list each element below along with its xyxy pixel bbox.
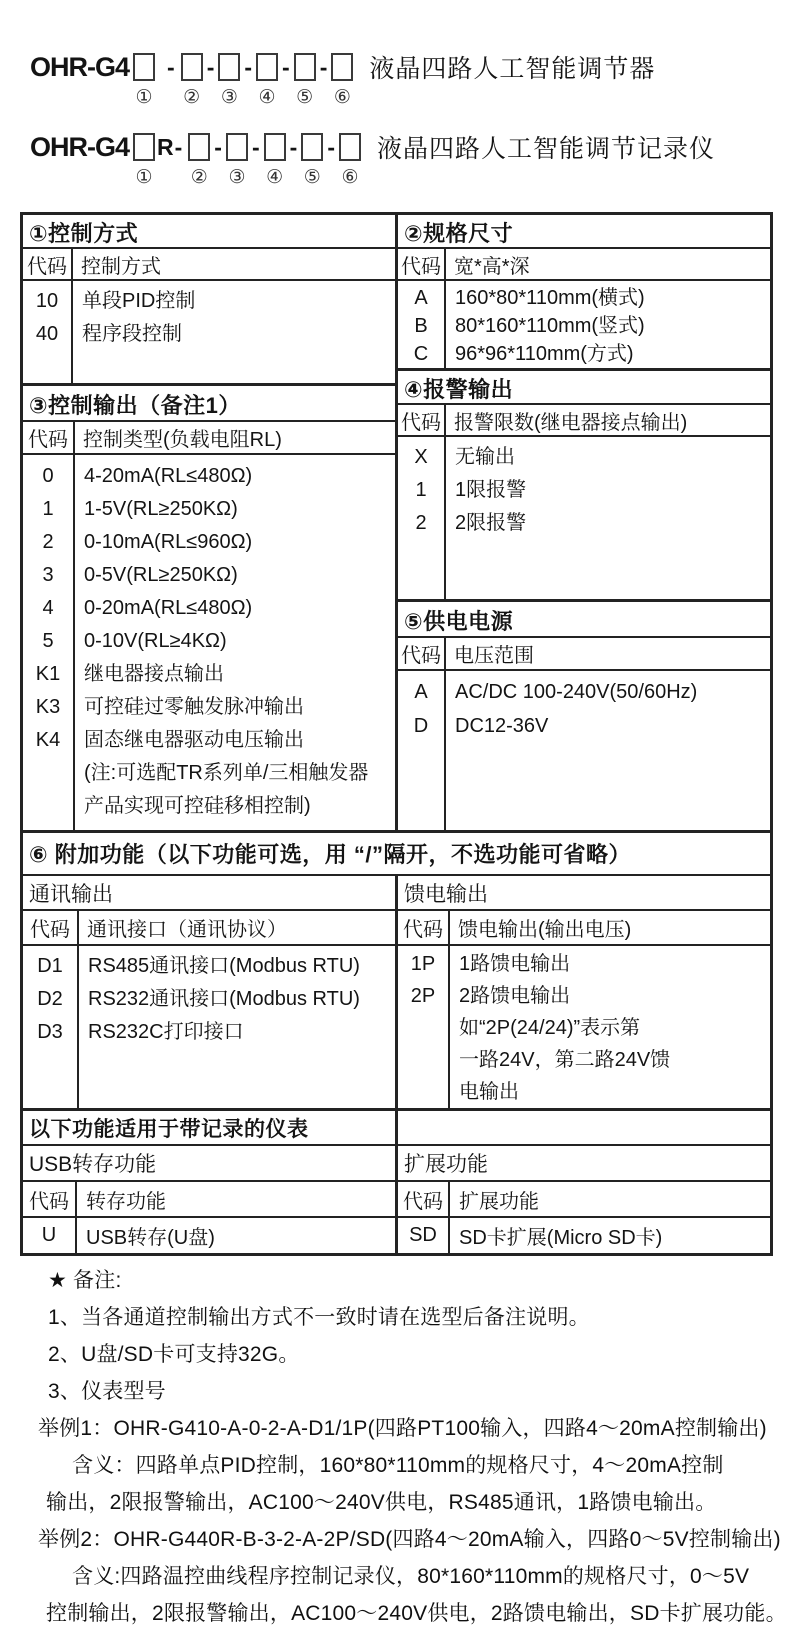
position-number-5: ⑤ xyxy=(296,87,314,108)
remarks-header: ★ 备注: xyxy=(48,1269,122,1292)
code-value: 2 xyxy=(415,512,427,534)
remark-item-1: 1、当各通道控制输出方式不一致时请在选型后备注说明。 xyxy=(48,1306,590,1329)
model-slot-6 xyxy=(331,53,353,108)
comm-output-column xyxy=(23,876,398,1108)
desc-column-header: 转存功能 xyxy=(86,1190,166,1213)
code-value: A xyxy=(414,681,428,703)
option-label: 0-20mA(RL≤480Ω) xyxy=(84,597,253,619)
model-slot-6 xyxy=(339,133,361,188)
position-number-4: ④ xyxy=(266,167,284,188)
code-box xyxy=(339,133,361,161)
code-value: C xyxy=(413,343,429,365)
model-prefix: OHR-G4 xyxy=(30,51,130,82)
option-label: 96*96*110mm(方式) xyxy=(455,343,634,365)
selection-table xyxy=(20,212,773,1256)
remark-item-2: 2、U盘/SD卡可支持32G。 xyxy=(48,1343,300,1366)
code-value xyxy=(398,1044,448,1076)
record-functions-banner: 以下功能适用于带记录的仪表 xyxy=(23,1111,398,1144)
option-label: RS485通讯接口(Modbus RTU) xyxy=(88,955,360,977)
model-joiner: - xyxy=(214,133,222,160)
code-box xyxy=(226,133,248,161)
option-list xyxy=(450,946,770,1108)
empty-cell xyxy=(398,1111,770,1144)
code-list xyxy=(23,281,73,383)
model-slot-4 xyxy=(256,53,278,108)
code-column-header: 代码 xyxy=(398,638,446,669)
column-headers xyxy=(23,911,395,946)
position-number-6: ⑥ xyxy=(333,87,351,108)
section-title: ③控制输出（备注1） xyxy=(23,386,395,422)
option-label: 继电器接点输出 xyxy=(84,663,224,685)
code-value: K3 xyxy=(35,696,61,718)
code-list xyxy=(398,946,450,1108)
code-value: 1 xyxy=(42,498,54,520)
model-joiner: - xyxy=(167,53,175,80)
option-list xyxy=(446,671,770,830)
code-box xyxy=(218,53,240,81)
code-value xyxy=(398,1076,448,1108)
code-value: D xyxy=(413,715,429,737)
section-additional-functions-title: ⑥ 附加功能（以下功能可选，用 “/”隔开，不选功能可省略） xyxy=(23,830,770,876)
model-description: 液晶四路人工智能调节器 xyxy=(369,55,656,83)
code-column-header: 代码 xyxy=(398,1182,450,1216)
model-line-regulator xyxy=(30,46,775,126)
option-label: 4-20mA(RL≤480Ω) xyxy=(84,465,253,487)
option-label: 可控硅过零触发脉冲输出 xyxy=(84,696,304,718)
comm-output-title: 通讯输出 xyxy=(23,876,395,911)
model-joiner: - xyxy=(282,53,290,80)
code-value: D2 xyxy=(37,988,63,1010)
column-headers xyxy=(398,249,770,281)
position-number-6: ⑥ xyxy=(341,167,359,188)
code-column-header: 代码 xyxy=(23,911,79,944)
usb-headers xyxy=(23,1182,398,1216)
option-label: 程序段控制 xyxy=(82,323,182,345)
code-value: SD xyxy=(398,1218,450,1253)
column-headers xyxy=(23,422,395,455)
remarks-section xyxy=(0,1262,790,1632)
code-value: U xyxy=(23,1218,77,1253)
code-box xyxy=(301,133,323,161)
usb-ext-header-row xyxy=(23,1180,770,1216)
desc-column-header: 馈电输出(输出电压) xyxy=(458,919,632,941)
code-box xyxy=(188,133,210,161)
code-list xyxy=(23,455,75,830)
desc-column-header: 控制类型(负载电阻RL) xyxy=(83,429,282,451)
section-title: ①控制方式 xyxy=(23,215,395,249)
feed-output-title: 馈电输出 xyxy=(398,876,770,911)
section-control-output xyxy=(23,383,395,830)
code-box xyxy=(331,53,353,81)
section-title: ②规格尺寸 xyxy=(398,215,770,249)
example-1-meaning: 含义：四路单点PID控制，160*80*110mm的规格尺寸，4～20mA控制 xyxy=(72,1454,724,1477)
model-joiner: - xyxy=(289,133,298,160)
code-value: 3 xyxy=(42,564,54,586)
option-note: 电输出 xyxy=(459,1081,519,1103)
option-list xyxy=(446,281,770,368)
option-label: RS232C打印接口 xyxy=(88,1021,244,1043)
column-headers xyxy=(398,405,770,437)
code-column-header: 代码 xyxy=(398,405,446,435)
model-slot-2 xyxy=(188,133,210,188)
option-label: 0-10mA(RL≤960Ω) xyxy=(84,531,253,553)
option-label: 单段PID控制 xyxy=(82,290,196,312)
example-2-model: 举例2：OHR-G440R-B-3-2-A-2P/SD(四路4～20mA输入，四路0～5V控制输出) xyxy=(38,1528,781,1551)
section-data xyxy=(23,281,395,383)
section-data xyxy=(398,437,770,599)
position-number-1: ① xyxy=(135,87,153,108)
usb-function-title: USB转存功能 xyxy=(23,1146,398,1180)
code-value: 0 xyxy=(42,465,54,487)
example-1-model: 举例1：OHR-G410-A-0-2-A-D1/1P(四路PT100输入，四路4～20mA控制输出) xyxy=(38,1417,767,1440)
model-slot-5 xyxy=(301,133,323,188)
desc-column-header: 扩展功能 xyxy=(459,1190,539,1213)
option-note: 产品实现可控硅移相控制) xyxy=(84,795,311,817)
option-list xyxy=(446,437,770,599)
position-number-5: ⑤ xyxy=(303,167,321,188)
option-label: 160*80*110mm(横式) xyxy=(455,287,645,309)
model-joiner: - xyxy=(319,53,328,80)
option-note: 一路24V，第二路24V馈 xyxy=(459,1049,671,1071)
code-column-header: 代码 xyxy=(23,1182,77,1216)
code-value xyxy=(23,790,73,823)
position-number-3: ③ xyxy=(220,87,238,108)
example-1-meaning-cont: 输出，2限报警输出，AC100～240V供电，RS485通讯，1路馈电输出。 xyxy=(46,1491,717,1514)
section-data xyxy=(398,671,770,830)
code-box xyxy=(264,133,286,161)
position-number-2: ② xyxy=(183,87,201,108)
code-value: 4 xyxy=(42,597,54,619)
model-joiner: R- xyxy=(157,133,184,160)
usb-ext-data-row xyxy=(23,1216,770,1253)
code-value: 1 xyxy=(415,479,427,501)
example-2-meaning: 含义:四路温控曲线程序控制记录仪，80*160*110mm的规格尺寸，0～5V xyxy=(72,1565,750,1588)
code-column-header: 代码 xyxy=(23,422,75,453)
code-value: 5 xyxy=(42,630,54,652)
position-number-3: ③ xyxy=(228,167,246,188)
code-value: 40 xyxy=(35,323,59,345)
model-prefix: OHR-G4 xyxy=(30,131,130,162)
desc-column-header: 电压范围 xyxy=(454,645,534,667)
option-list xyxy=(75,455,395,830)
code-value: 10 xyxy=(35,290,59,312)
model-slot-1 xyxy=(133,133,155,188)
code-list xyxy=(23,946,79,1108)
section-title: ⑤供电电源 xyxy=(398,602,770,638)
model-joiner: - xyxy=(206,53,215,80)
option-label: 无输出 xyxy=(455,446,515,468)
model-slot-1 xyxy=(133,53,155,108)
model-joiner: - xyxy=(327,133,335,160)
section-data xyxy=(23,946,395,1108)
model-slot-2 xyxy=(181,53,203,108)
model-slot-3 xyxy=(218,53,240,108)
option-label: 0-5V(RL≥250KΩ) xyxy=(84,564,238,586)
option-label: USB转存(U盘) xyxy=(86,1227,215,1249)
desc-column-header: 控制方式 xyxy=(81,255,161,278)
record-functions-banner-row xyxy=(23,1108,770,1144)
left-column xyxy=(23,215,398,830)
option-label: 1路馈电输出 xyxy=(459,953,571,975)
option-label: 80*160*110mm(竖式) xyxy=(455,315,645,337)
section-alarm-output xyxy=(398,368,770,599)
code-box xyxy=(133,53,155,81)
option-label: 固态继电器驱动电压输出 xyxy=(84,729,304,751)
section-title: ④报警输出 xyxy=(398,371,770,405)
code-box xyxy=(181,53,203,81)
ext-function-title: 扩展功能 xyxy=(404,1153,488,1176)
ext-headers xyxy=(398,1182,770,1216)
option-note: 如“2P(24/24)”表示第 xyxy=(459,1017,641,1039)
feed-output-column xyxy=(398,876,770,1108)
code-value: B xyxy=(414,315,428,337)
code-value xyxy=(398,1012,448,1044)
position-number-4: ④ xyxy=(258,87,276,108)
section-control-mode xyxy=(23,215,395,383)
code-column-header: 代码 xyxy=(23,249,73,279)
remark-item-3: 3、仪表型号 xyxy=(48,1380,166,1403)
usb-data xyxy=(23,1218,398,1253)
desc-column-header: 宽*高*深 xyxy=(454,255,530,278)
section-data xyxy=(398,281,770,368)
code-value: D3 xyxy=(37,1021,63,1043)
model-joiner: - xyxy=(244,53,253,80)
model-slot-5 xyxy=(294,53,316,108)
code-box xyxy=(256,53,278,81)
option-label: 1限报警 xyxy=(455,479,527,501)
desc-column-header: 报警限数(继电器接点输出) xyxy=(454,411,688,434)
option-label: 2限报警 xyxy=(455,512,527,534)
model-joiner: - xyxy=(251,133,260,160)
code-box xyxy=(133,133,155,161)
column-headers xyxy=(23,249,395,281)
option-label: 1-5V(RL≥250KΩ) xyxy=(84,498,238,520)
code-list xyxy=(398,437,446,599)
section-data xyxy=(23,455,395,830)
code-value: D1 xyxy=(37,955,63,977)
code-value: 2P xyxy=(410,985,436,1007)
model-code-diagrams xyxy=(30,46,775,206)
right-column xyxy=(398,215,770,830)
usb-ext-title-row xyxy=(23,1144,770,1180)
column-headers xyxy=(398,638,770,671)
position-number-2: ② xyxy=(190,167,208,188)
model-line-recorder xyxy=(30,126,775,206)
option-list xyxy=(73,281,395,383)
option-label: RS232通讯接口(Modbus RTU) xyxy=(88,988,360,1010)
ext-data xyxy=(398,1218,770,1253)
code-value xyxy=(23,757,73,790)
code-value: X xyxy=(414,446,428,468)
option-note: (注:可选配TR系列单/三相触发器 xyxy=(84,762,369,784)
model-slot-4 xyxy=(264,133,286,188)
example-2-meaning-cont: 控制输出，2限报警输出，AC100～240V供电，2路馈电输出，SD卡扩展功能。 xyxy=(46,1602,787,1625)
table-mid-columns xyxy=(23,876,770,1108)
code-column-header: 代码 xyxy=(398,249,446,279)
code-value: 2 xyxy=(42,531,54,553)
option-label: 0-10V(RL≥4KΩ) xyxy=(84,630,227,652)
option-label: AC/DC 100-240V(50/60Hz) xyxy=(455,681,698,703)
option-list xyxy=(79,946,395,1108)
column-headers xyxy=(398,911,770,946)
code-list xyxy=(398,671,446,830)
model-code-row xyxy=(30,126,775,188)
code-value: A xyxy=(414,287,428,309)
model-code-row xyxy=(30,46,775,108)
option-label: 2路馈电输出 xyxy=(459,985,571,1007)
position-number-1: ① xyxy=(135,167,153,188)
code-column-header: 代码 xyxy=(398,911,450,944)
option-label: SD卡扩展(Micro SD卡) xyxy=(459,1227,663,1249)
option-label: DC12-36V xyxy=(455,715,549,737)
section-dimensions xyxy=(398,215,770,368)
code-value: 1P xyxy=(410,953,436,975)
code-value: K1 xyxy=(35,663,61,685)
code-box xyxy=(294,53,316,81)
model-slot-3 xyxy=(226,133,248,188)
code-list xyxy=(398,281,446,368)
table-top-columns xyxy=(23,215,770,830)
code-value: K4 xyxy=(35,729,61,751)
desc-column-header: 通讯接口（通讯协议） xyxy=(87,919,287,941)
section-power-supply xyxy=(398,599,770,830)
section-data xyxy=(398,946,770,1108)
model-description: 液晶四路人工智能调节记录仪 xyxy=(376,135,715,163)
